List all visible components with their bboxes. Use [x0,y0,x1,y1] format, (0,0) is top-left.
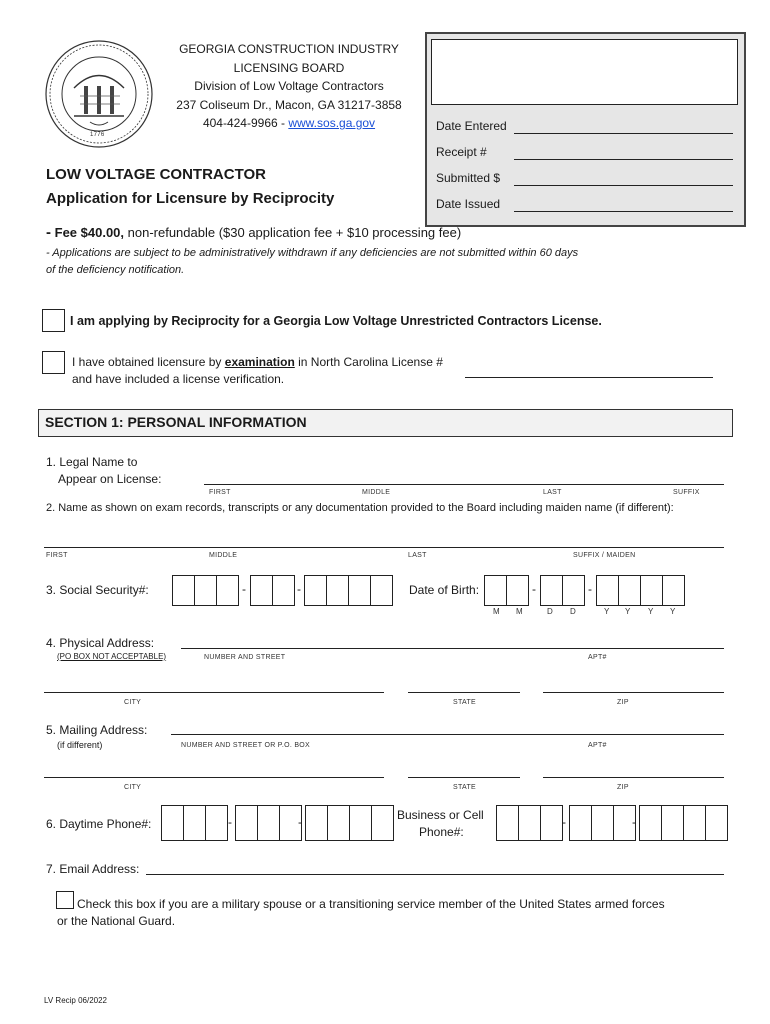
q1-label-line1: 1. Legal Name to [46,455,138,469]
agency-name-line1: GEORGIA CONSTRUCTION INDUSTRY [179,42,399,56]
examination-checkbox[interactable] [42,351,65,374]
daytime-phone-area[interactable] [161,805,228,841]
exam-text-a: I have obtained licensure by [72,355,225,369]
exam-text-c: in North Carolina License # [294,355,443,369]
section1-title: SECTION 1: PERSONAL INFORMATION [45,414,307,430]
deficiency-note-line1: - Applications are subject to be administratively withdrawn if any deficiencies are not submitted within 60 days [46,247,579,259]
date-issued-label: Date Issued [436,197,501,211]
email-field[interactable] [146,874,724,875]
agency-contact [160,114,418,133]
dob-y2: Y [625,607,631,616]
exam-name-field[interactable] [44,547,724,548]
phone-dash1: - [228,815,232,829]
physical-state-field[interactable] [408,692,520,693]
dob-dash1: - [532,582,536,596]
phone-dash2: - [298,815,302,829]
q4-label: 4. Physical Address: [46,636,155,650]
submitted-label: Submitted $ [436,171,501,185]
agency-address: 237 Coliseum Dr., Macon, GA 31217-3858 [176,97,402,112]
mailing-zip-field[interactable] [543,777,724,778]
dob-m1: M [493,607,500,616]
dob-d2: D [570,607,577,616]
section1-header [38,409,733,437]
dob-y1: Y [604,607,610,616]
form-version-code: LV Recip 06/2022 [44,996,108,1005]
dob-year[interactable] [596,575,685,606]
dob-day[interactable] [540,575,585,606]
q5-apt-caption: APT# [588,742,607,749]
q2-label: 2. Name as shown on exam records, transcripts or any documentation provided to the Board including maiden name (if different): [46,502,674,514]
dob-m2: M [516,607,523,616]
business-phone-label-line1: Business or Cell [397,808,484,822]
dob-dash2: - [588,582,592,596]
date-entered-field[interactable] [514,133,733,134]
office-use-panel [425,32,746,227]
q1-first-caption: FIRST [209,489,231,496]
q7-label: 7. Email Address: [46,862,140,876]
mailing-state-field[interactable] [408,777,520,778]
business-phone-label-line2: Phone#: [419,825,464,839]
date-issued-field[interactable] [514,211,733,212]
physical-zip-field[interactable] [543,692,724,693]
receipt-field[interactable] [514,159,733,160]
business-phone-area[interactable] [496,805,563,841]
business-phone-line[interactable] [639,805,728,841]
agency-header [160,40,418,133]
q2-first-caption: FIRST [46,552,68,559]
form-subtitle: Application for Licensure by Reciprocity [46,190,335,207]
daytime-phone-prefix[interactable] [235,805,302,841]
fee-line [46,224,461,241]
exam-text-emphasis: examination [224,355,295,369]
q4-zip-caption: ZIP [617,699,629,706]
division-name: Division of Low Voltage Contractors [194,79,384,93]
deficiency-note [46,245,578,279]
deficiency-note-line2: of the deficiency notification. [46,264,185,276]
ssn-dash2: - [297,582,301,596]
ssn-group1[interactable] [172,575,239,606]
ssn-dash1: - [242,582,246,596]
date-entered-label: Date Entered [436,119,507,133]
q5-state-caption: STATE [453,784,477,791]
dob-label: Date of Birth: [409,583,480,597]
georgia-seal [44,38,154,150]
q1-middle-caption: MIDDLE [362,489,391,496]
q2-suffix-caption: SUFFIX / MAIDEN [573,552,636,559]
biz-phone-dash1: - [562,815,566,829]
military-statement-line1: Check this box if you are a military spouse or a transitioning service member of the United States armed forces [77,897,665,911]
examination-statement [72,355,443,369]
q1-label-line2: Appear on License: [58,472,162,486]
mailing-city-field[interactable] [44,777,384,778]
dob-y4: Y [670,607,676,616]
military-statement-line2: or the National Guard. [57,914,176,928]
q1-last-caption: LAST [543,489,562,496]
q4-city-caption: CITY [124,699,142,706]
ssn-group3[interactable] [304,575,393,606]
q5-zip-caption: ZIP [617,784,629,791]
q5-street-caption: NUMBER AND STREET OR P.O. BOX [181,742,311,749]
legal-name-field[interactable] [204,484,724,485]
q2-middle-caption: MIDDLE [209,552,238,559]
office-stamp-area [431,39,738,105]
physical-city-field[interactable] [44,692,384,693]
license-number-field[interactable] [465,377,713,378]
fee-details: non-refundable ($30 application fee + $10 processing fee) [124,225,462,240]
agency-phone: 404-424-9966 - [202,116,289,130]
submitted-field[interactable] [514,185,733,186]
agency-name-line2: LICENSING BOARD [233,60,345,75]
reciprocity-label: I am applying by Reciprocity for a Georgia Low Voltage Unrestricted Contractors License. [70,314,602,328]
q4-state-caption: STATE [453,699,477,706]
physical-street-field[interactable] [181,648,724,649]
website-link[interactable]: www.sos.ga.gov [288,116,376,130]
q6-label: 6. Daytime Phone#: [46,817,152,831]
fee-dash: - [46,224,51,241]
military-checkbox[interactable] [56,891,74,909]
form-title: LOW VOLTAGE CONTRACTOR [46,166,266,183]
seal-year: 1776 [90,132,105,138]
q1-suffix-caption: SUFFIX [673,489,700,496]
fee-amount: Fee $40.00, [54,225,125,240]
business-phone-prefix[interactable] [569,805,636,841]
daytime-phone-line[interactable] [305,805,394,841]
q4-note: (PO BOX NOT ACCEPTABLE) [57,652,167,661]
q2-last-caption: LAST [408,552,427,559]
q5-city-caption: CITY [124,784,142,791]
q4-apt-caption: APT# [588,654,607,661]
q4-street-caption: NUMBER AND STREET [204,654,286,661]
q3-label: 3. Social Security#: [46,583,149,597]
biz-phone-dash2: - [632,815,636,829]
q5-label: 5. Mailing Address: [46,723,148,737]
verification-statement: and have included a license verification. [72,372,285,386]
mailing-street-field[interactable] [171,734,724,735]
reciprocity-checkbox[interactable] [42,309,65,332]
dob-month[interactable] [484,575,529,606]
receipt-label: Receipt # [436,145,487,159]
dob-y3: Y [648,607,654,616]
dob-d1: D [547,607,554,616]
q5-note: (if different) [57,740,103,750]
ssn-group2[interactable] [250,575,295,606]
